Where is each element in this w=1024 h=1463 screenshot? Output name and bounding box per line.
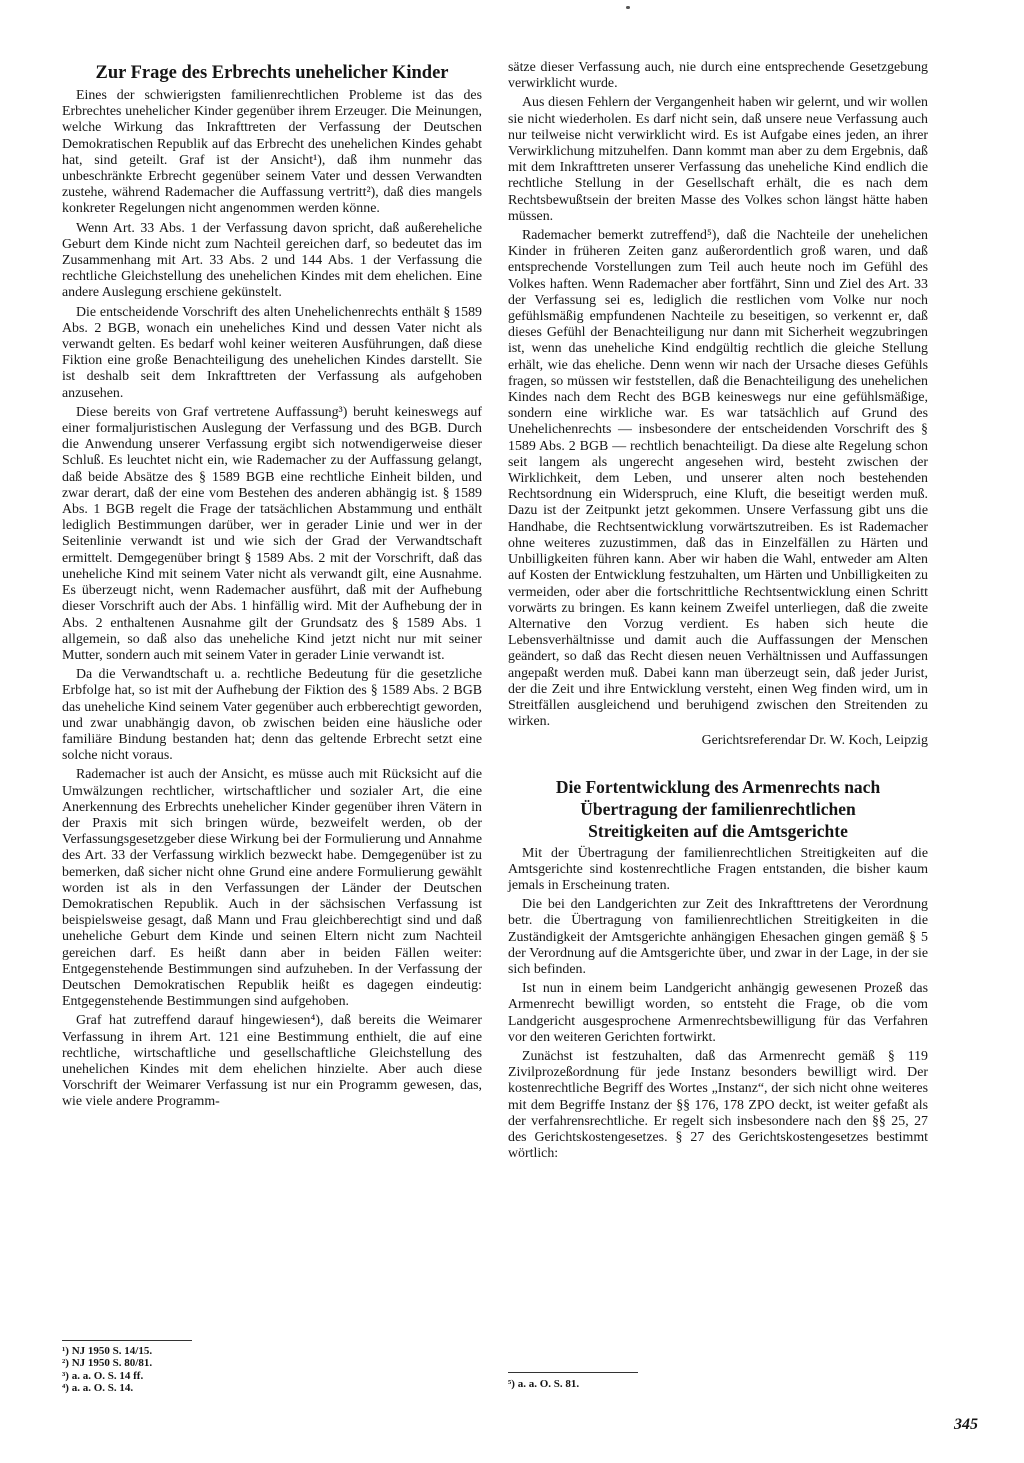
paragraph: Rademacher bemerkt zutreffend⁵), daß die Nachteile der unehelichen Kinder in früheren Zeiten ganz außerordentlich groß waren, und daß entsprechende Vorstellungen zum Teil auch heute noch im Gefühl des Volkes haften. Wenn Rademacher aber fortfährt, Sinn und Ziel des Art. 33 der Verfassung sei es, lediglich die restlichen vom Volke nur noch gefühlsmäßig empfundenen Nachteile zu beseitigen, so verkennt er, daß dieses Gefühl der Benachteiligung nur dann mit Sicherheit wegzubringen ist, wenn das uneheliche Kind endgültig rechtlich die gleiche Stellung erhält, wie das eheliche. Denn wenn wir nach der Ursache dieses Gefühls fragen, so müssen wir feststellen, daß die Benachteiligung des unehelichen Kindes nach dem Recht des BGB keineswegs nur eine gefühlsmäßige, sondern eine wirkliche war. Es war tatsächlich auf Grund des Unehelichenrechts — insbesondere der entscheidenden Vorschrift des § 1589 Abs. 2 BGB — rechtlich benachteiligt. Da diese alte Regelung schon seit langem als ungerecht angesehen wird, besteht zwischen der Wirklichkeit, dem Leben, und unserer alten noch bestehenden Rechtsordnung ein Widerspruch, eine Kluft, die beseitigt werden muß. Dazu ist der Zeitpunkt jetzt gekommen. Unsere Verfassung gibt uns die Handhabe, die Rechtsentwicklung vorwärtszutreiben. Es ist Rademacher ohne weiteres zuzustimmen, daß das in Einzelfällen zu Härten und Unbilligkeiten führen kann. Aber wir haben die Wahl, entweder am Alten auf Kosten der Entwicklung festzuhalten, um Härten und Unbilligkeiten zu vermeiden, oder aber die fortschrittliche Rechtsentwicklung einen Schritt vorwärts zu bringen. Es kann keinem Zweifel unterliegen, daß die zweite Alternative den Vorzug verdient. Es haben sich heute die Lebensverhältnisse und damit auch die Auffassungen der Menschen geändert, so daß das Recht diesen neuen Verhältnissen und Auffassungen angepaßt werden muß. Dabei kann man überzeugt sein, daß jeder Jurist, der die Zeit und ihre Entwicklung versteht, einen Weg finden wird, um in Streitfällen ausgleichend und beruhigend zwischen den Streitenden zu wirken. bbox=[508, 228, 928, 730]
paragraph: Die bei den Landgerichten zur Zeit des Inkrafttretens der Verordnung betr. die Übertragung von familienrechtlichen Streitigkeiten in die Zuständigkeit der Amtsgerichte anhängigen Ehesachen gingen gemäß § 5 der Verordnung auf die Amtsgerichte über, und zwar in der Lage, in der sie sich befinden. bbox=[508, 897, 928, 977]
heading-line: Die Fortentwicklung des Armenrechts nach bbox=[555, 776, 881, 797]
heading-line: Streitigkeiten auf die Amtsgerichte bbox=[588, 820, 848, 841]
footnote: ²) NJ 1950 S. 80/81. bbox=[62, 1357, 153, 1370]
print-speck bbox=[626, 6, 630, 9]
paragraph: Mit der Übertragung der familienrechtlichen Streitigkeiten auf die Amtsgerichte sind kostenrechtliche Fragen entstanden, die bisher kaum jemals in Erscheinung traten. bbox=[508, 845, 928, 893]
author-signature: Gerichtsreferendar Dr. W. Koch, Leipzig bbox=[701, 733, 928, 749]
footnote-divider bbox=[508, 1372, 638, 1373]
paragraph: Die entscheidende Vorschrift des alten Unehelichenrechts enthält § 1589 Abs. 2 BGB, wonach ein uneheliches Kind und dessen Vater nicht als verwandt gelten. Es bedarf wohl keiner weiteren Ausführungen, daß diese Fiktion eine große Benachteiligung des unehelichen Kindes darstellt. Sie ist deshalb seit dem Inkrafttreten der Verfassung als aufgehoben anzusehen. bbox=[62, 304, 482, 401]
footnote: ⁵) a. a. O. S. 81. bbox=[508, 1378, 580, 1390]
page-number: 345 bbox=[954, 1416, 978, 1433]
article-heading: Zur Frage des Erbrechts unehelicher Kinder bbox=[95, 63, 449, 83]
footnote: ³) a. a. O. S. 14 ff. bbox=[62, 1369, 144, 1382]
footnote-divider bbox=[62, 1340, 192, 1341]
left-footnotes bbox=[62, 1345, 152, 1395]
article-heading-2 bbox=[508, 776, 928, 842]
paragraph: Rademacher ist auch der Ansicht, es müsse auch mit Rücksicht auf die Umwälzungen rechtlicher, wirtschaftlicher und sozialer Art, die eine Anerkennung des Erbrechts unehelicher Kinder gegenüber ihren Vätern in der Praxis mit sich bringen würde, bezweifelt werden, ob der Verfassungsgesetzgeber diese Wirkung bei der Formulierung und Annahme des Art. 33 der Verfassung wirklich bezweckt habe. Demgegenüber ist zu bemerken, daß sicher nicht ohne Grund eine andere Formulierung gewählt worden ist als in den Verfassungen der Länder der Deutschen Demokratischen Republik. Auch in der sächsischen Verfassung ist beispielsweise gesagt, daß Mann und Frau gleichberechtigt sind und daß uneheliche Geburt dem Kinde und seinen Eltern nicht zum Nachteil gereichen darf. Es heißt dann aber in beiden Fällen weiter: Entgegenstehende Bestimmungen sind aufzuheben. In der Verfassung der Deutschen Demokratischen Republik heißt es dagegen eindeutig: Entgegenstehende Bestimmungen sind aufgehoben. bbox=[62, 767, 482, 1010]
footnote: ⁴) a. a. O. S. 14. bbox=[62, 1382, 134, 1395]
left-column bbox=[62, 60, 482, 1114]
paragraph: Aus diesen Fehlern der Vergangenheit haben wir gelernt, und wir wollen sie nicht wiederholen. Es darf nicht sein, daß unsere neue Verfassung auch nur teilweise nicht verwirklicht wird. Es ist Aufgabe eines jeden, an ihrer Verwirklichung mitzuhelfen. Dann kommt man aber zu dem Ergebnis, daß mit dem Inkrafttreten unserer Verfassung das uneheliche Kind endlich die rechtliche Stellung in der Gesellschaft erhält, die es nach dem Rechtsbewußtsein der breiten Masse des Volkes schon längst hätte haben müssen. bbox=[508, 95, 928, 224]
paragraph: Diese bereits von Graf vertretene Auffassung³) beruht keineswegs auf einer formaljuristischen Auslegung der Verfassung und des BGB. Durch die Anwendung unserer Verfassung ergibt sich notwendigerweise dieser Schluß. Es leuchtet nicht ein, wie Rademacher zu der Auffassung gelangt, daß beide Absätze des § 1589 BGB eine rechtliche Einheit bilden, und zwar derart, daß der eine vom Bestehen des anderen abhängig ist. § 1589 Abs. 1 BGB regelt die Frage der tatsächlichen Abstammung und enthält lediglich Bestimmungen darüber, wer in gerader Linie und wer in der Seitenlinie verwandt ist und wie sich der Grad der Verwandtschaft ermittelt. Demgegenüber bringt § 1589 Abs. 2 mit der Vorschrift, daß das uneheliche Kind mit seinem Vater nicht als verwandt gilt, eine Ausnahme. Es überzeugt nicht, wenn Rademacher ausführt, daß mit der Aufhebung dieser Vorschrift auch der Abs. 1 hinfällig wird. Mit der Aufhebung der in Abs. 2 enthaltenen Ausnahme gilt der Grundsatz des § 1589 Abs. 1 allgemein, so daß also das uneheliche Kind jetzt nicht nur mit seiner Mutter, sondern auch mit seinem Vater in gerader Linie verwandt ist. bbox=[62, 404, 482, 663]
paragraph: Wenn Art. 33 Abs. 1 der Verfassung davon spricht, daß außereheliche Geburt dem Kinde nicht zum Nachteil gereichen darf, so bedeutet das im Zusammenhang mit Art. 33 Abs. 2 und 144 Abs. 1 der Verfassung die rechtliche Gleichstellung des unehelichen Kindes mit dem ehelichen. Eine andere Auslegung erschiene gekünstelt. bbox=[62, 220, 482, 301]
right-footnotes bbox=[508, 1378, 579, 1390]
paragraph: Da die Verwandtschaft u. a. rechtliche Bedeutung für die gesetzliche Erbfolge hat, so ist mit der Aufhebung der Fiktion des § 1589 Abs. 2 BGB das uneheliche Kind seinem Vater gegenüber auch erbberechtigt geworden, und zwar unabhängig davon, ob zwischen beiden eine häusliche oder familiäre Bindung bestanden hat; denn das geltende Erbrecht setzt eine solche nicht voraus. bbox=[62, 667, 482, 764]
paragraph: Ist nun in einem beim Landgericht anhängig gewesenen Prozeß das Armenrecht bewilligt worden, so entsteht die Frage, ob die vom Landgericht ausgesprochene Armenrechtsbewilligung für das Verfahren vor den weiteren Gerichten fortwirkt. bbox=[508, 981, 928, 1045]
paragraph-continuation: sätze dieser Verfassung auch, nie durch eine entsprechende Gesetzgebung verwirklicht wurde. bbox=[508, 60, 928, 92]
footnote: ¹) NJ 1950 S. 14/15. bbox=[62, 1345, 153, 1357]
right-column bbox=[508, 60, 928, 1165]
paragraph: Zunächst ist festzuhalten, daß das Armenrecht gemäß § 119 Zivilprozeßordnung für jede Instanz besonders bewilligt wird. Der kostenrechtliche Begriff des Wortes „Instanz“, der sich nicht ohne weiteres mit dem Begriffe Instanz der §§ 176, 178 ZPO deckt, ist weiter gefaßt als der verfahrensrechtliche. Er regelt sich insbesondere nach den §§ 25, 27 des Gerichtskostengesetzes. § 27 des Gerichtskostengesetzes bestimmt wörtlich: bbox=[508, 1048, 928, 1162]
paragraph: Graf hat zutreffend darauf hingewiesen⁴), daß bereits die Weimarer Verfassung in ihrem Art. 121 eine Bestimmung enthielt, die auf eine rechtliche, wirtschaftliche und gesellschaftliche Gleichstellung des unehelichen Kindes mit dem ehelichen hinzielte. Aber auch diese Vorschrift der Weimarer Verfassung ist nur ein Programm gewesen, das, wie viele andere Programm- bbox=[62, 1013, 482, 1110]
paragraph: Eines der schwierigsten familienrechtlichen Probleme ist das des Erbrechtes unehelicher Kinder gegenüber ihrem Erzeuger. Die Meinungen, welche Wirkung das Inkrafttreten der Verfassung der Deutschen Demokratischen Republik auf das Erbrecht des unehelichen Kindes gehabt hat, sind geteilt. Graf ist der Ansicht¹), daß ihm nunmehr das unbeschränkte Erbrecht gegenüber seinem Vater und dessen Verwandten zustehe, während Rademacher die Auffassung vertritt²), daß dies mangels konkreter Regelungen nicht angenommen werden könne. bbox=[62, 88, 482, 217]
heading-line: Übertragung der familienrechtlichen bbox=[580, 798, 856, 819]
